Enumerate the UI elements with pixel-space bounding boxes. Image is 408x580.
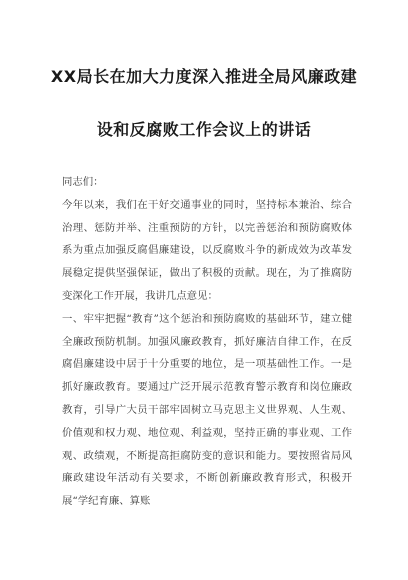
body-paragraph-2: 一、牢牢把握“教育”这个惩治和预防腐败的基础环节，建立健全廉政预防机制。加强风廉政教育，抓好廉洁自律工作，在反腐倡廉建设中居于十分重要的地位，是一项基础性工作。一是抓好廉政教育。要通过广泛开展示范教育警示教育和岗位廉政教育，引导广大员干部牢固树立马克思主义世界观、人生观、价值观和权力观、地位观、利益观，坚持正确的事业观、工作观、政绩观，不断提高拒腐防变的意识和能力。要按照省局风廉政建设年活动有关要求，不断创新廉政教育形式，积极开展“学纪育廉、算账 (62, 312, 352, 508)
document-title-line-2: 设和反腐败工作会议上的讲话 (96, 120, 312, 139)
salutation: 同志们： (62, 176, 104, 188)
body-paragraph-1: 今年以来，我们在干好交通事业的同时，坚持标本兼治、综合治理、惩防并举、注重预防的方针，以完善惩治和预防腐败体系为重点加强反腐倡廉建设，以反腐败斗争的新成效为改革发展稳定提供坚强保证，做出了积极的贡献。现在，为了推腐防变深化工作开展，我讲几点意见： (62, 198, 352, 302)
document-title-line-1: XX局长在加大力度深入推进全局风廉政建 (50, 67, 358, 86)
document-body (62, 171, 352, 513)
